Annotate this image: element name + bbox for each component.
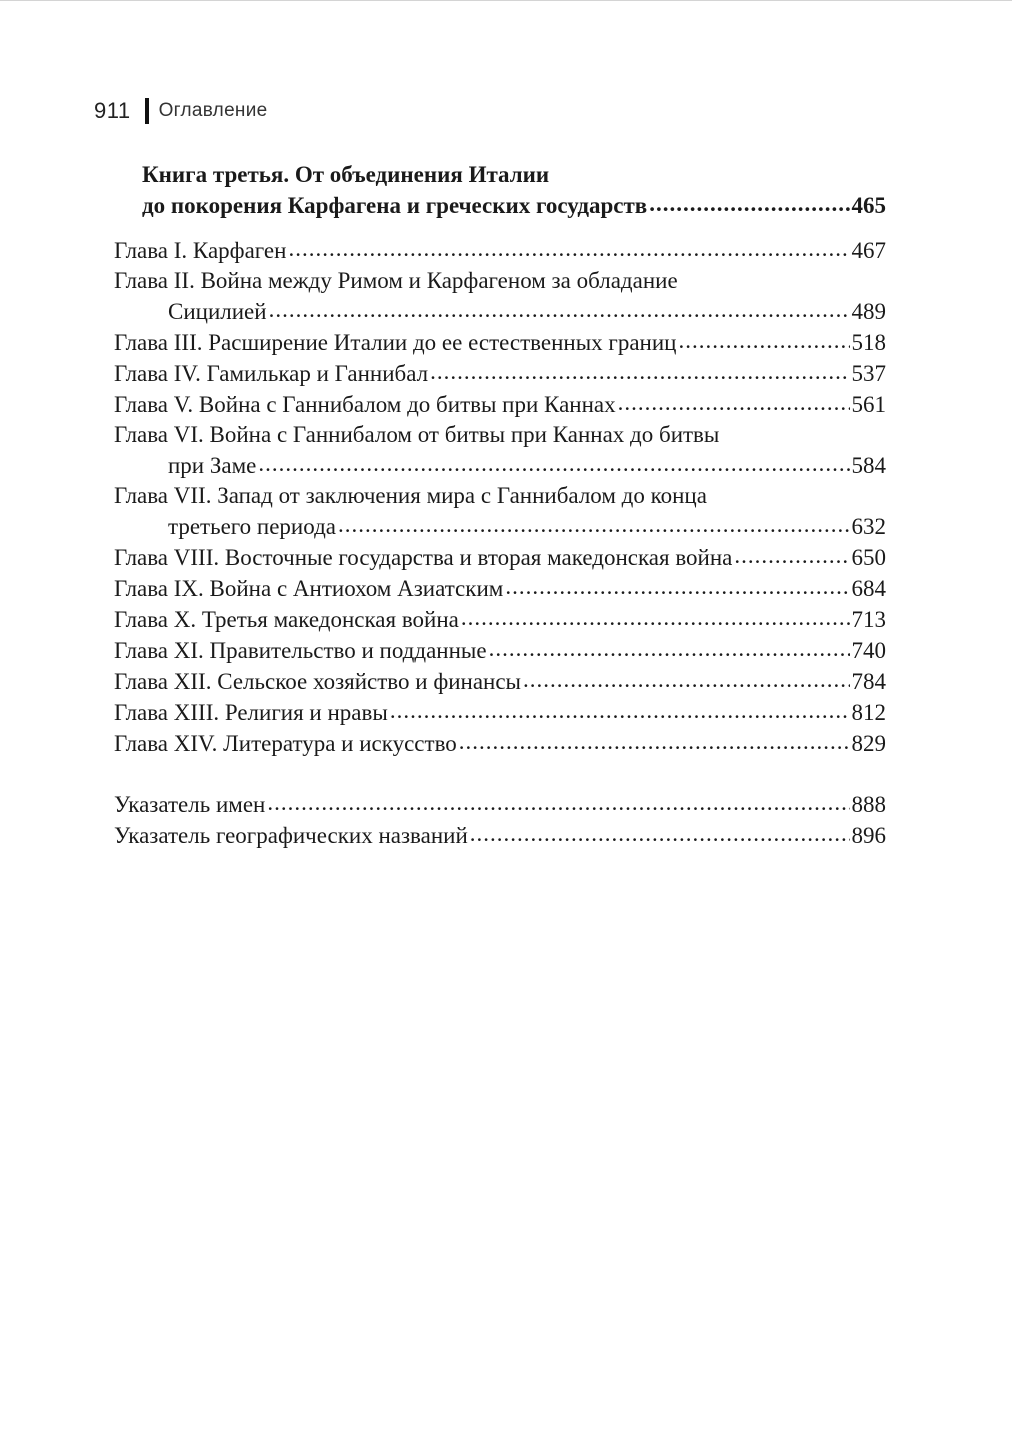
chapter-leader-line [114,666,886,697]
dot-leader [267,789,849,812]
chapter-page-number: 537 [851,361,886,386]
chapter-page-number: 684 [851,576,886,601]
chapter-title-line2: при Заме [168,453,257,478]
index-page-number: 896 [851,823,886,848]
page-number: 911 [94,98,131,123]
chapter-title: Глава XI. Правительство и подданные [114,638,487,663]
dot-leader [523,666,849,689]
toc-chapter-entry[interactable] [114,697,886,728]
chapter-title: Глава XIII. Религия и нравы [114,700,388,725]
book-heading-line1: Книга третья. От объединения Италии [142,162,550,187]
book-heading [114,160,886,221]
chapter-leader-line [114,358,886,389]
chapter-leader-line [114,573,886,604]
chapter-title-line1: Глава VII. Запад от заключения мира с Ганнибалом до конца [114,483,707,508]
chapter-leader-line [114,728,886,759]
toc-chapter-entry[interactable] [114,235,886,266]
chapter-leader-line [114,635,886,666]
chapter-title-line2: Сицилией [168,299,267,324]
dot-leader [258,450,849,473]
dot-leader [459,728,850,751]
dot-leader [338,511,850,534]
dot-leader [618,389,850,412]
chapter-leader-line [114,296,886,327]
chapter-leader-line [114,511,886,542]
toc-index-entry[interactable] [114,789,886,820]
toc-chapter-entry[interactable] [114,358,886,389]
toc-chapter-entry[interactable] [114,389,886,420]
toc-chapter-entry[interactable] [114,327,886,358]
chapter-title-line1: Глава VI. Война с Ганнибалом от битвы при Каннах до битвы [114,422,720,447]
chapter-list [114,235,886,759]
running-head [94,98,268,124]
toc-chapter-entry[interactable] [114,266,886,327]
chapter-title: Глава IV. Гамилькар и Ганнибал [114,361,429,386]
index-leader-line [114,820,886,851]
chapter-page-number: 632 [851,514,886,539]
table-of-contents [114,160,886,851]
dot-leader [505,573,849,596]
chapter-leader-line [114,542,886,573]
header-divider-bar [145,98,149,124]
dot-leader [430,358,849,381]
chapter-title-line2: третьего периода [168,514,336,539]
dot-leader [461,604,850,627]
chapter-title: Глава III. Расширение Италии до ее естественных границ [114,330,677,355]
chapter-page-number: 518 [851,330,886,355]
toc-chapter-entry[interactable] [114,666,886,697]
dot-leader [288,235,849,258]
chapter-title: Глава IX. Война с Антиохом Азиатским [114,576,504,601]
toc-chapter-entry[interactable] [114,481,886,542]
toc-chapter-entry[interactable] [114,635,886,666]
toc-chapter-entry[interactable] [114,542,886,573]
chapter-page-number: 561 [851,392,886,417]
chapter-page-number: 650 [851,545,886,570]
chapter-title: Глава VIII. Восточные государства и вторая македонская война [114,545,733,570]
chapter-leader-line [114,327,886,358]
dot-leader [269,296,850,319]
chapter-leader-line [114,604,886,635]
chapter-page-number: 812 [851,700,886,725]
chapter-leader-line [114,235,886,266]
dot-leader [649,190,849,213]
chapter-leader-line [114,450,886,481]
index-title: Указатель географических названий [114,823,468,848]
dot-leader [489,635,850,658]
chapter-title: Глава XIV. Литература и искусство [114,731,457,756]
book-heading-leader [142,190,886,221]
index-page-number: 888 [851,792,886,817]
chapter-page-number: 584 [851,453,886,478]
dot-leader [678,327,849,350]
toc-chapter-entry[interactable] [114,604,886,635]
chapter-title: Глава I. Карфаген [114,238,287,263]
index-list [114,789,886,851]
dot-leader [470,820,850,843]
toc-chapter-entry[interactable] [114,420,886,481]
chapter-title: Глава V. Война с Ганнибалом до битвы при Каннах [114,392,616,417]
book-page-number: 465 [851,193,886,218]
toc-chapter-entry[interactable] [114,728,886,759]
chapter-page-number: 467 [851,238,886,263]
toc-index-entry[interactable] [114,820,886,851]
book-heading-line2: до покорения Карфагена и греческих государств [142,193,648,218]
dot-leader [734,542,849,565]
chapter-title-line1: Глава II. Война между Римом и Карфагеном за обладание [114,268,678,293]
toc-chapter-entry[interactable] [114,573,886,604]
chapter-leader-line [114,697,886,728]
index-leader-line [114,789,886,820]
page-top-edge [0,0,1012,1]
chapter-title: Глава X. Третья македонская война [114,607,459,632]
chapter-page-number: 740 [851,638,886,663]
index-title: Указатель имен [114,792,266,817]
section-title: Оглавление [158,100,268,121]
chapter-title: Глава XII. Сельское хозяйство и финансы [114,669,522,694]
chapter-page-number: 713 [851,607,886,632]
chapter-page-number: 489 [851,299,886,324]
chapter-leader-line [114,389,886,420]
dot-leader [390,697,850,720]
chapter-page-number: 829 [851,731,886,756]
chapter-page-number: 784 [851,669,886,694]
